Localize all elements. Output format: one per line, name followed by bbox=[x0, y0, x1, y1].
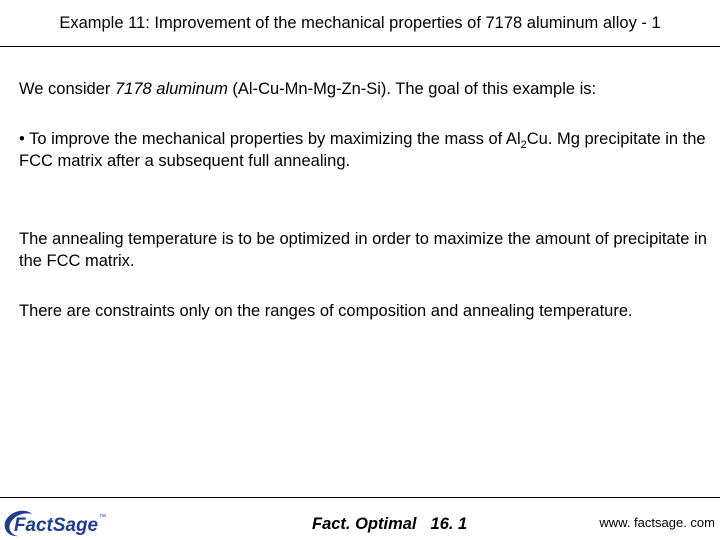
optimization-paragraph: The annealing temperature is to be optimized in order to maximize the amount of precipitate in the FCC matrix. bbox=[19, 230, 707, 270]
logo-text: FactSage bbox=[14, 515, 99, 536]
footer-divider bbox=[0, 497, 720, 498]
footer-product bbox=[312, 513, 467, 535]
intro-paragraph bbox=[19, 78, 709, 100]
slide-title: Example 11: Improvement of the mechanical properties of 7178 aluminum alloy - 1 bbox=[59, 14, 661, 32]
alloy-name: 7178 aluminum bbox=[115, 80, 228, 98]
goal-text-end: Cu. Mg precipitate in the FCC matrix after a subsequent full annealing. bbox=[19, 130, 706, 170]
intro-text-end: (Al-Cu-Mn-Mg-Zn-Si). The goal of this example is: bbox=[227, 80, 597, 98]
subscript-2: 2 bbox=[520, 139, 527, 151]
constraints-paragraph: There are constraints only on the ranges of composition and annealing temperature. bbox=[19, 302, 633, 320]
product-version: 16. 1 bbox=[430, 515, 468, 533]
goal-text-start: • To improve the mechanical properties by maximizing the mass of Al bbox=[19, 130, 521, 148]
goal-bullet bbox=[19, 128, 709, 172]
intro-text-start: We consider bbox=[19, 80, 115, 98]
title-divider bbox=[0, 46, 720, 47]
logo-trademark: ™ bbox=[99, 514, 106, 521]
factsage-logo bbox=[2, 506, 112, 538]
product-name: Fact. Optimal bbox=[312, 515, 417, 533]
website-url: www. factsage. com bbox=[599, 515, 715, 530]
